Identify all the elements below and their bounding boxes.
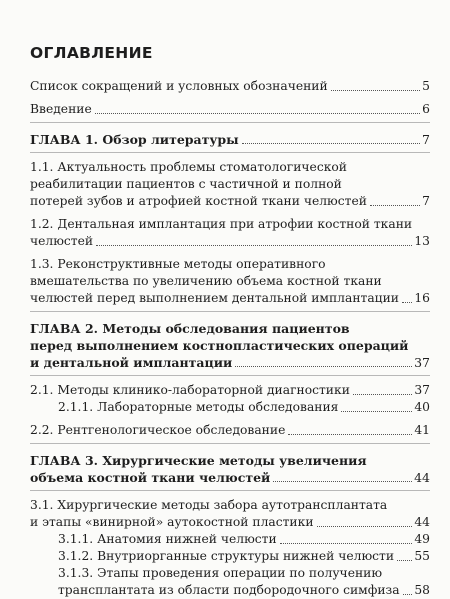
toc-entry-line <box>30 78 430 95</box>
page-number: 13 <box>414 234 430 248</box>
toc-entry-text: 1.2. Дентальная имплантация при атрофии костной ткани <box>30 217 413 231</box>
toc-entry-line <box>30 273 430 290</box>
page-number: 44 <box>414 515 430 529</box>
dot-leader <box>235 366 412 367</box>
dot-leader <box>280 543 413 544</box>
table-of-contents <box>30 44 430 599</box>
toc-entry-text: и этапы «винирной» аутокостной пластики <box>30 515 314 529</box>
toc-entry <box>30 101 430 118</box>
toc-entry-line <box>58 531 430 548</box>
toc-entry-line <box>30 176 430 193</box>
toc-entry-text: Введение <box>30 102 92 116</box>
section-divider <box>30 443 430 444</box>
section-divider <box>30 311 430 312</box>
toc-entry <box>30 497 430 531</box>
toc-entry-line <box>30 256 430 273</box>
toc-entry-line <box>30 193 430 210</box>
page-number: 40 <box>414 400 430 414</box>
section-divider <box>30 375 430 376</box>
toc-entry-text: челюстей <box>30 234 94 248</box>
dot-leader <box>317 526 413 527</box>
toc-entry-text: 3.1. Хирургические методы забора аутотрансплантата <box>30 498 388 512</box>
toc-entry <box>30 320 430 371</box>
dot-leader <box>353 394 412 395</box>
dot-leader <box>370 205 420 206</box>
dot-leader <box>95 113 420 114</box>
toc-entry <box>30 159 430 210</box>
toc-entry-line <box>30 233 430 250</box>
toc-entry-line <box>30 216 430 233</box>
page-number: 41 <box>414 423 430 437</box>
dot-leader <box>331 90 420 91</box>
toc-entry <box>30 382 430 399</box>
toc-entry-line <box>30 337 430 354</box>
toc-entry-text: реабилитации пациентов с частичной и полной <box>30 177 342 191</box>
toc-entry-line <box>30 514 430 531</box>
toc-entry-text: 2.1.1. Лабораторные методы обследования <box>58 400 339 414</box>
page-number: 49 <box>414 532 430 546</box>
toc-entry <box>30 531 430 548</box>
section-divider <box>30 122 430 123</box>
toc-entry-line <box>30 422 430 439</box>
dot-leader <box>341 411 412 412</box>
toc-entry-line <box>30 320 430 337</box>
toc-entry <box>30 422 430 439</box>
dot-leader <box>242 143 420 144</box>
toc-entry-text: ГЛАВА 3. Хирургические методы увеличения <box>30 453 367 468</box>
toc-entry <box>30 548 430 565</box>
toc-entry-line <box>30 354 430 371</box>
page-number: 37 <box>414 383 430 397</box>
toc-entry-text: трансплантата из области подбородочного симфиза <box>58 583 400 597</box>
section-divider <box>30 152 430 153</box>
dot-leader <box>288 434 412 435</box>
toc-entry-text: ГЛАВА 2. Методы обследования пациентов <box>30 321 350 336</box>
toc-entry <box>30 399 430 416</box>
toc-entry-text: перед выполнением костнопластических операций <box>30 338 409 353</box>
dot-leader <box>397 560 412 561</box>
toc-entry-text: 1.1. Актуальность проблемы стоматологической <box>30 160 347 174</box>
toc-entry <box>30 256 430 307</box>
toc-entry-text: 3.1.3. Этапы проведения операции по получению <box>58 566 383 580</box>
bleed-through-text <box>219 0 444 36</box>
toc-entry-line <box>30 452 430 469</box>
toc-entry-line <box>58 548 430 565</box>
page-number: 7 <box>422 194 430 208</box>
dot-leader <box>273 481 412 482</box>
toc-entry-text: 1.3. Реконструктивные методы оперативного <box>30 257 326 271</box>
toc-entry-line <box>30 101 430 118</box>
toc-entry-text: потерей зубов и атрофией костной ткани челюстей <box>30 194 367 208</box>
section-divider <box>30 490 430 491</box>
page-number: 7 <box>422 132 430 147</box>
toc-entry-line <box>30 382 430 399</box>
page-number: 55 <box>414 549 430 563</box>
toc-entry-line <box>30 159 430 176</box>
toc-entry <box>30 78 430 95</box>
toc-entry-text: 3.1.1. Анатомия нижней челюсти <box>58 532 277 546</box>
toc-entry-text: челюстей перед выполнением дентальной имплантации <box>30 291 399 305</box>
toc-entry-line <box>58 565 430 582</box>
dot-leader <box>402 302 412 303</box>
toc-entry-line <box>58 582 430 599</box>
toc-entry-line <box>58 399 430 416</box>
page-number: 44 <box>414 470 430 485</box>
toc-heading: ОГЛАВЛЕНИЕ <box>30 44 153 62</box>
page-number: 16 <box>414 291 430 305</box>
toc-entry-text: 2.1. Методы клинико-лабораторной диагностики <box>30 383 350 397</box>
toc-entry-text: Список сокращений и условных обозначений <box>30 79 328 93</box>
page-number: 37 <box>414 355 430 370</box>
toc-entry-line <box>30 290 430 307</box>
toc-entry-text: 3.1.2. Внутриорганные структуры нижней челюсти <box>58 549 395 563</box>
toc-entries <box>30 78 430 599</box>
page-number: 6 <box>422 102 430 116</box>
toc-entry-text: 2.2. Рентгенологическое обследование <box>30 423 286 437</box>
toc-entry-text: объема костной ткани челюстей <box>30 470 271 485</box>
dot-leader <box>96 245 412 246</box>
toc-entry-line <box>30 131 430 148</box>
toc-entry-text: и дентальной имплантации <box>30 355 233 370</box>
page-number: 58 <box>414 583 430 597</box>
dot-leader <box>403 594 413 595</box>
toc-entry-line <box>30 497 430 514</box>
toc-entry <box>30 452 430 486</box>
toc-entry-text: ГЛАВА 1. Обзор литературы <box>30 132 239 147</box>
toc-entry-line <box>30 469 430 486</box>
toc-entry <box>30 565 430 599</box>
toc-entry <box>30 216 430 250</box>
page-number: 5 <box>422 79 430 93</box>
toc-entry-text: вмешательства по увеличению объема костной ткани <box>30 274 382 288</box>
toc-entry <box>30 131 430 148</box>
